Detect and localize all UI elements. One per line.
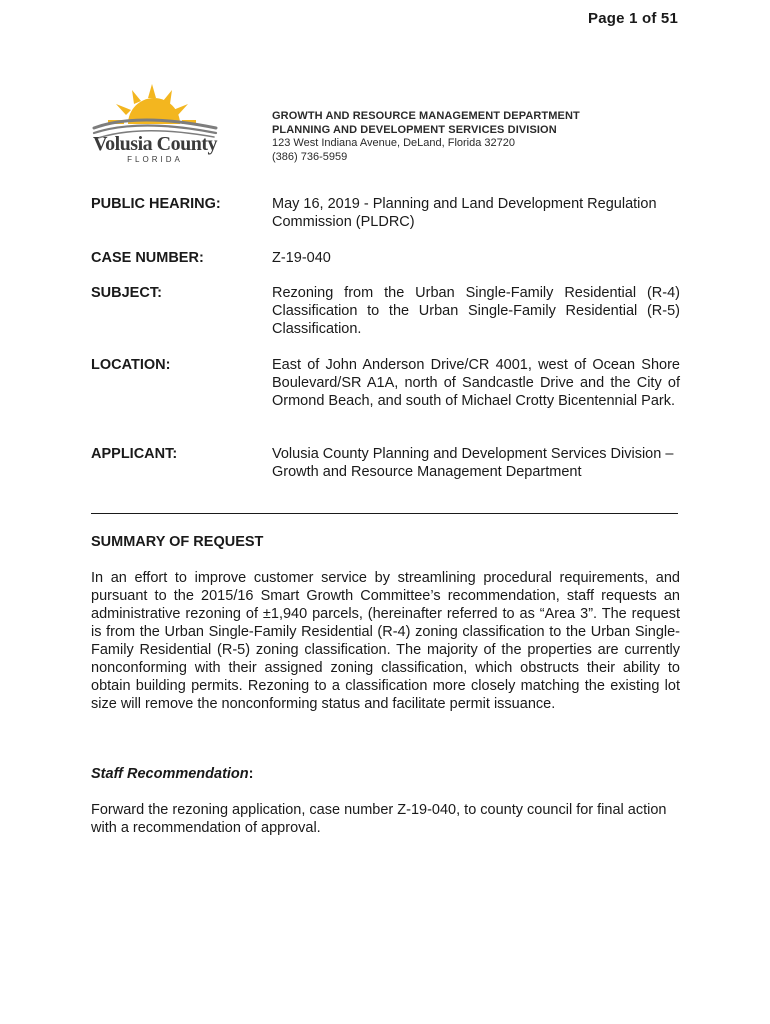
section-divider [91, 513, 678, 514]
summary-heading: SUMMARY OF REQUEST [91, 534, 264, 550]
subject-label: SUBJECT: [91, 285, 162, 301]
staff-recommendation-heading [91, 766, 254, 782]
applicant-label: APPLICANT: [91, 446, 178, 462]
summary-body: In an effort to improve customer service by streamlining procedural requirements, and pursuant to the 2015/16 Smart Growth Committee’s recommendation, staff requests an administrative rezoning of ±1,940 parcels, (hereinafter referred to as “Area 3”. The request is from the Urban Single-Family Residential (R-4) zoning classification to the Urban Single-Family Residential (R-5) zoning classification. The majority of the properties are currently nonconforming with their assigned zoning classification, which obstructs their ability to obtain building permits. Rezoning to a classification more closely matching the existing lot size will remove the nonconforming status and facilitate permit issuance. [91, 570, 680, 712]
public-hearing-value: May 16, 2019 - Planning and Land Development Regulation Commission (PLDRC) [272, 196, 657, 230]
case-number-label: CASE NUMBER: [91, 250, 204, 266]
location-label: LOCATION: [91, 357, 171, 373]
staff-recommendation-colon: : [248, 766, 254, 782]
page-number: Page 1 of 51 [588, 10, 678, 27]
location-value: East of John Anderson Drive/CR 4001, west of Ocean Shore Boulevard/SR A1A, north of Sandcastle Drive and the City of Ormond Beach, and south of Michael Crotty Bicentennial Park. [272, 357, 680, 409]
subject-value: Rezoning from the Urban Single-Family Residential (R-4) Classification to the Urban Single-Family Residential (R-5) Classification. [272, 285, 680, 337]
department-address: 123 West Indiana Avenue, DeLand, Florida 32720 [272, 137, 515, 149]
case-number-value: Z-19-040 [272, 250, 331, 266]
logo-text [90, 134, 220, 164]
division-name: PLANNING AND DEVELOPMENT SERVICES DIVISION [272, 123, 557, 136]
staff-recommendation-title: Staff Recommendation [91, 766, 249, 782]
staff-recommendation-body: Forward the rezoning application, case number Z-19-040, to county council for final action with a recommendation of approval. [91, 802, 667, 836]
department-phone: (386) 736-5959 [272, 150, 348, 163]
logo-county-name: Volusia County [93, 133, 217, 155]
sun-icon [108, 84, 196, 124]
department-name: GROWTH AND RESOURCE MANAGEMENT DEPARTMENT [272, 110, 580, 122]
public-hearing-label: PUBLIC HEARING: [91, 196, 221, 212]
department-header [272, 110, 580, 164]
logo-state-name: FLORIDA [127, 155, 183, 164]
applicant-value: Volusia County Planning and Development Services Division – Growth and Resource Management Department [272, 446, 674, 480]
